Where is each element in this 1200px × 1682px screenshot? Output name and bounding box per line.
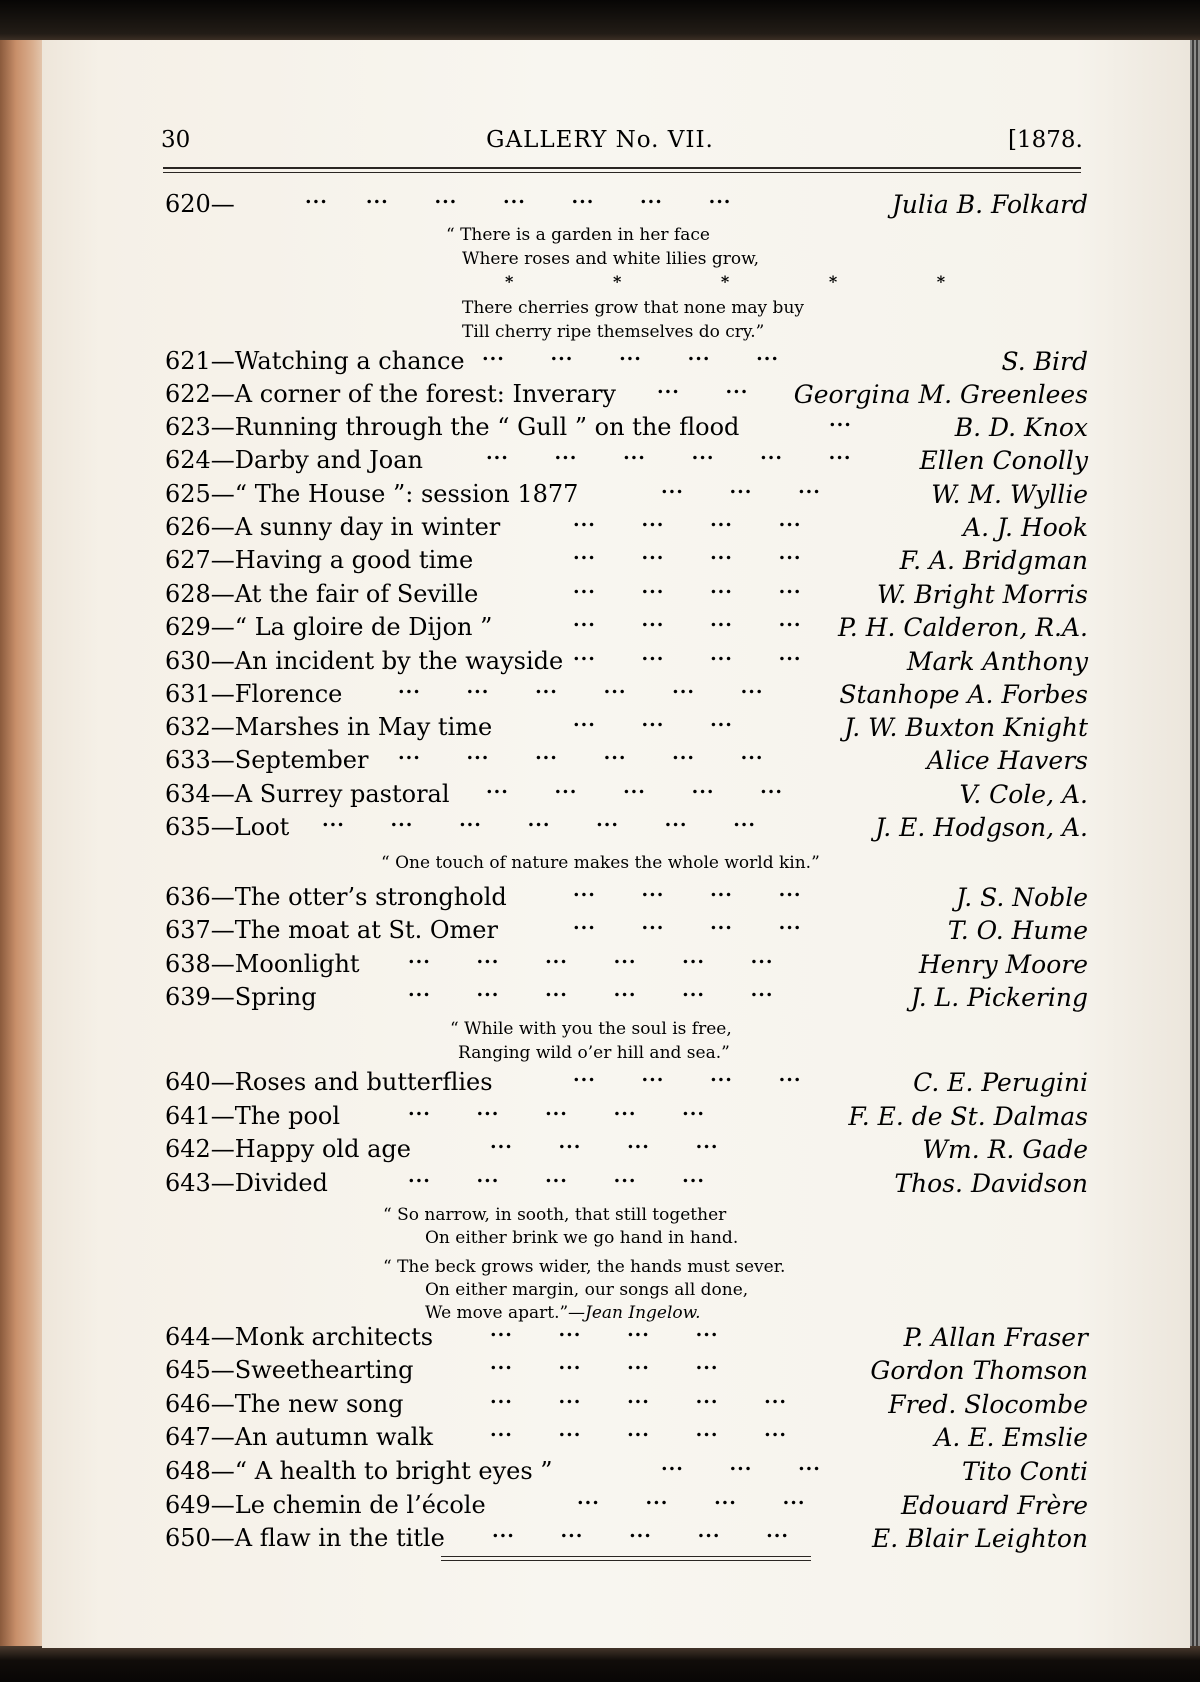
entry-artist: Julia B. Folkard xyxy=(891,190,1088,219)
catalogue-entry: 644—Monk architects ... ... ... ... P. Allan Fraser xyxy=(165,1319,1088,1352)
entry-title: 632—Marshes in May time xyxy=(165,713,493,741)
entry-title: 631—Florence xyxy=(165,680,343,708)
entry-title: 644—Monk architects xyxy=(165,1323,434,1351)
entry-artist: Edouard Frère xyxy=(900,1491,1088,1520)
entry-artist: V. Cole, A. xyxy=(959,780,1088,809)
catalogue-entry: 624—Darby and Joan ... ... ... ... ... ... Ellen Conolly xyxy=(165,442,1088,475)
catalogue-entry: 629—“ La gloire de Dijon ” ... ... ... ... P. H. Calderon, R.A. xyxy=(165,609,1088,642)
catalogue-entry: 621—Watching a chance ... ... ... ... ... S. Bird xyxy=(165,343,1088,376)
entry-artist: W. Bright Morris xyxy=(876,580,1088,609)
entry-artist: J. L. Pickering xyxy=(910,983,1088,1012)
entry-artist: F. E. de St. Dalmas xyxy=(848,1102,1088,1131)
entry-title: 621—Watching a chance xyxy=(165,347,465,375)
entry-artist: Gordon Thomson xyxy=(870,1356,1088,1385)
entry-artist: P. H. Calderon, R.A. xyxy=(838,613,1088,642)
book-bottom-edge xyxy=(0,1646,1200,1682)
catalogue-entry: 641—The pool ... ... ... ... ... F. E. de St. Dalmas xyxy=(165,1098,1088,1131)
entry-title: 641—The pool xyxy=(165,1102,341,1130)
entry-title: 627—Having a good time xyxy=(165,546,474,574)
entry-artist: B. D. Knox xyxy=(954,413,1088,442)
entry-title: 643—Divided xyxy=(165,1169,328,1197)
catalogue-entry: 648—“ A health to bright eyes ” ... ... ... Tito Conti xyxy=(165,1453,1088,1486)
entry-title: 635—Loot xyxy=(165,813,290,841)
catalogue-entry: 625—“ The House ”: session 1877 ... ... ... W. M. Wyllie xyxy=(165,476,1088,509)
entry-artist: S. Bird xyxy=(1001,347,1088,376)
catalogue-entry: 639—Spring ... ... ... ... ... ... J. L. Pickering xyxy=(165,979,1088,1012)
gallery-title: GALLERY No. VII. xyxy=(486,127,714,153)
entry-title: 623—Running through the “ Gull ” on the flood xyxy=(165,413,740,441)
catalogue-entry: 628—At the fair of Seville ... ... ... ... W. Bright Morris xyxy=(165,576,1088,609)
entry-title: 650—A flaw in the title xyxy=(165,1524,445,1552)
entry-artist: A. E. Emslie xyxy=(934,1423,1088,1452)
catalogue-entry: 630—An incident by the wayside ... ... ... ... Mark Anthony xyxy=(165,643,1088,676)
entry-title: 636—The otter’s stronghold xyxy=(165,883,507,911)
catalogue-entry: 627—Having a good time ... ... ... ... F. A. Bridgman xyxy=(165,542,1088,575)
entry-title: 640—Roses and butterflies xyxy=(165,1068,493,1096)
catalogue-entry: 636—The otter’s stronghold ... ... ... ... J. S. Noble xyxy=(165,879,1088,912)
catalogue-entry: 650—A flaw in the title ... ... ... ... ... E. Blair Leighton xyxy=(165,1520,1088,1553)
entry-title: 630—An incident by the wayside xyxy=(165,647,564,675)
entry-artist: F. A. Bridgman xyxy=(899,546,1088,575)
entry-title: 645—Sweethearting xyxy=(165,1356,414,1384)
catalogue-entry: 634—A Surrey pastoral ... ... ... ... ... V. Cole, A. xyxy=(165,776,1088,809)
catalogue-entry: 642—Happy old age ... ... ... ... Wm. R. Gade xyxy=(165,1131,1088,1164)
header-rule xyxy=(163,167,1081,169)
entry-title: 647—An autumn walk xyxy=(165,1423,434,1451)
catalogue-entry: 632—Marshes in May time ... ... ... J. W. Buxton Knight xyxy=(165,709,1088,742)
entry-title: 648—“ A health to bright eyes ” xyxy=(165,1457,553,1485)
entry-title: 646—The new song xyxy=(165,1390,404,1418)
entry-artist: C. E. Perugini xyxy=(913,1068,1088,1097)
entry-title: 638—Moonlight xyxy=(165,950,360,978)
header-rule-thin xyxy=(163,172,1081,173)
entry-artist: Stanhope A. Forbes xyxy=(839,680,1088,709)
entry-title: 625—“ The House ”: session 1877 xyxy=(165,480,579,508)
entry-title: 624—Darby and Joan xyxy=(165,446,423,474)
entry-artist: Alice Havers xyxy=(926,746,1088,775)
entry-artist: Thos. Davidson xyxy=(894,1169,1088,1198)
catalogue-entry: 647—An autumn walk ... ... ... ... ... A. E. Emslie xyxy=(165,1419,1088,1452)
entry-title: 622—A corner of the forest: Inverary xyxy=(165,380,616,408)
catalogue-entry: 638—Moonlight ... ... ... ... ... ... Henry Moore xyxy=(165,946,1088,979)
entry-artist: Fred. Slocombe xyxy=(888,1390,1088,1419)
catalogue-entry: 645—Sweethearting ... ... ... ... Gordon Thomson xyxy=(165,1352,1088,1385)
entry-title: 626—A sunny day in winter xyxy=(165,513,501,541)
catalogue-entry: 631—Florence ... ... ... ... ... ... Stanhope A. Forbes xyxy=(165,676,1088,709)
entry-title: 639—Spring xyxy=(165,983,317,1011)
entry-artist: J. E. Hodgson, A. xyxy=(875,813,1088,842)
catalogue-entry: 626—A sunny day in winter ... ... ... ... A. J. Hook xyxy=(165,509,1088,542)
entry-artist: Georgina M. Greenlees xyxy=(793,380,1088,409)
catalogue-entry: ... ... ... ... ... ... ... 620— Julia B. Folkard xyxy=(165,186,1088,219)
catalogue-entry: 649—Le chemin de l’école ... ... ... ... Edouard Frère xyxy=(165,1487,1088,1520)
entry-artist: W. M. Wyllie xyxy=(931,480,1088,509)
entry-artist: E. Blair Leighton xyxy=(871,1524,1088,1553)
entry-artist: J. W. Buxton Knight xyxy=(844,713,1088,742)
entry-title: 633—September xyxy=(165,746,369,774)
entry-title: 629—“ La gloire de Dijon ” xyxy=(165,613,493,641)
page-number: 30 xyxy=(161,127,191,153)
entry-artist: P. Allan Fraser xyxy=(903,1323,1088,1352)
entry-artist: T. O. Hume xyxy=(947,916,1088,945)
entry-artist: Mark Anthony xyxy=(906,647,1088,676)
catalogue-entry: 635—Loot ... ... ... ... ... ... ... J. E. Hodgson, A. xyxy=(165,809,1088,842)
entry-artist: J. S. Noble xyxy=(956,883,1088,912)
end-rule xyxy=(441,1556,811,1557)
entry-title: 620— xyxy=(165,190,235,218)
entry-title: 634—A Surrey pastoral xyxy=(165,780,450,808)
entry-artist: A. J. Hook xyxy=(963,513,1088,542)
end-rule-thin xyxy=(441,1560,811,1561)
catalogue-entry: 637—The moat at St. Omer ... ... ... ... T. O. Hume xyxy=(165,912,1088,945)
catalogue-entry: 633—September ... ... ... ... ... ... Alice Havers xyxy=(165,742,1088,775)
entry-artist: Tito Conti xyxy=(961,1457,1088,1486)
catalogue-entry: 646—The new song ... ... ... ... ... Fred. Slocombe xyxy=(165,1386,1088,1419)
entry-artist: Henry Moore xyxy=(918,950,1088,979)
catalogue-entry: 643—Divided ... ... ... ... ... Thos. Davidson xyxy=(165,1165,1088,1198)
quote-attribution: —Jean Ingelow. xyxy=(568,1303,701,1323)
entry-artist: Ellen Conolly xyxy=(919,446,1088,475)
entry-title: 628—At the fair of Seville xyxy=(165,580,479,608)
entry-title: 637—The moat at St. Omer xyxy=(165,916,498,944)
catalogue-entry: 622—A corner of the forest: Inverary ... ... Georgina M. Greenlees xyxy=(165,376,1088,409)
catalogue-entry: 640—Roses and butterflies ... ... ... ... C. E. Perugini xyxy=(165,1064,1088,1097)
entry-title: 642—Happy old age xyxy=(165,1135,411,1163)
entry-title: 649—Le chemin de l’école xyxy=(165,1491,486,1519)
year: [1878. xyxy=(1008,127,1083,153)
catalogue-entry: 623—Running through the “ Gull ” on the flood ... B. D. Knox xyxy=(165,409,1088,442)
entry-artist: Wm. R. Gade xyxy=(922,1135,1088,1164)
